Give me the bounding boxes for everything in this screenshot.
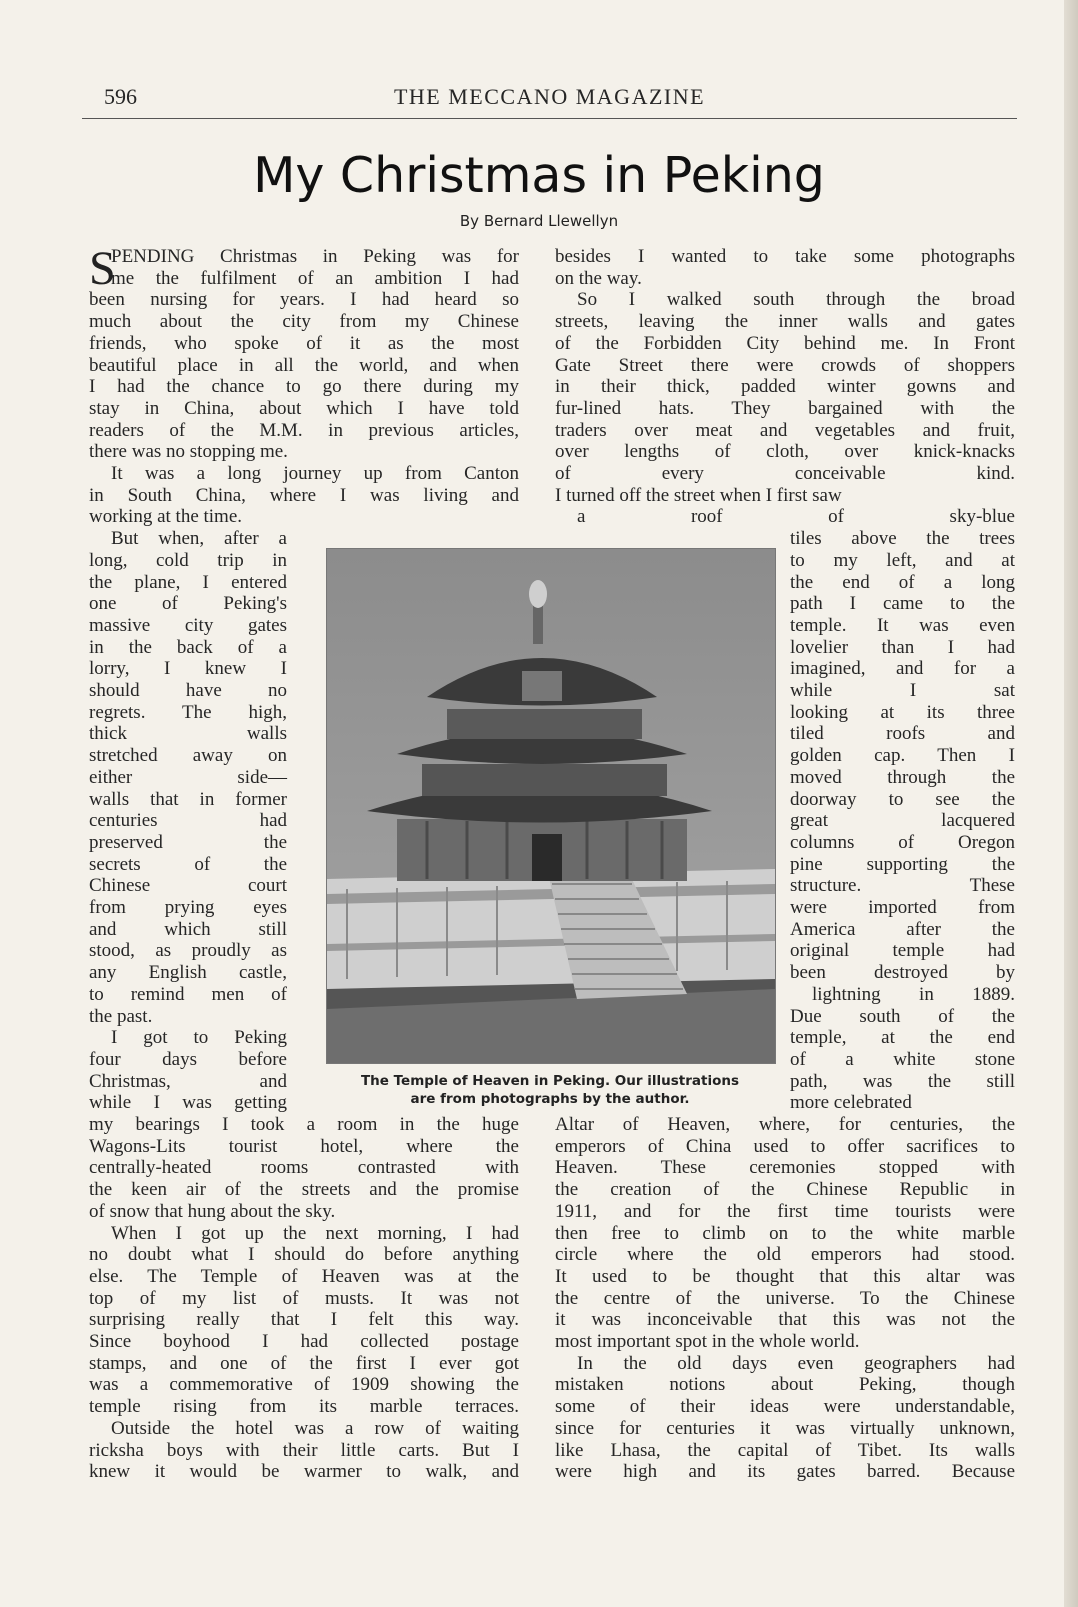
text-line: When I got up the next morning, I had [111, 1222, 519, 1244]
text-line: thick walls [89, 723, 287, 745]
text-line: Since boyhood I had collected postage [89, 1331, 519, 1352]
article-title: My Christmas in Peking [253, 147, 825, 204]
page-edge-shadow [1064, 0, 1078, 1607]
text-line: temple, at the end [790, 1027, 1015, 1049]
temple-photo [326, 548, 776, 1064]
text-line: temple rising from its marble terraces. [89, 1396, 519, 1418]
text-line: tiled roofs and [790, 723, 1015, 745]
text-line: centrally-heated rooms contrasted with [89, 1157, 519, 1179]
text-line: It was a long journey up from Canton [111, 463, 519, 484]
text-line: the plane, I entered [89, 571, 287, 593]
text-line: no doubt what I should do before anything [89, 1244, 519, 1266]
text-line: in South China, where I was living and [89, 484, 519, 506]
text-line: fur-lined hats. They bargained with the [555, 397, 1015, 419]
text-line: surprising really that I felt this way. [89, 1309, 519, 1331]
text-line: America after the [790, 918, 1015, 940]
text-line: But when, after a [111, 528, 287, 550]
text-line: in the back of a [89, 636, 287, 658]
text-line: of snow that hung about the sky. [89, 1200, 336, 1222]
text-line: Altar of Heaven, where, for centuries, the [555, 1114, 1015, 1135]
text-line: temple. It was even [790, 614, 1015, 636]
text-line: great lacquered [790, 810, 1015, 832]
text-line: the creation of the Chinese Republic in [555, 1179, 1015, 1201]
text-line: and which still [89, 918, 287, 940]
text-line: since for centuries it was virtually unknown, [555, 1417, 1015, 1439]
text-line: a roof of sky-blue [577, 506, 1015, 528]
text-line: to remind men of [89, 983, 287, 1005]
caption-line: The Temple of Heaven in Peking. Our illustrations [360, 1073, 740, 1089]
text-line: golden cap. Then I [790, 745, 1015, 767]
text-line: been nursing for years. I had heard so [89, 289, 519, 311]
article-byline: By Bernard Llewellyn [459, 212, 619, 230]
text-line: 1911, and for the first time tourists were [555, 1200, 1015, 1222]
text-line: regrets. The high, [89, 701, 287, 723]
text-line: stamps, and one of the first I ever got [89, 1352, 519, 1374]
text-line: path I came to the [790, 593, 1015, 615]
text-line: my bearings I took a room in the huge [89, 1114, 519, 1135]
text-line: working at the time. [89, 506, 243, 528]
text-line: Outside the hotel was a row of waiting [111, 1417, 519, 1439]
text-line: Heaven. These ceremonies stopped with [555, 1157, 1015, 1179]
text-line: it was inconceivable that this was not the [555, 1309, 1015, 1331]
text-line: pine supporting the [790, 853, 1015, 875]
text-line: path, was the still [790, 1070, 1015, 1092]
text-line: there was no stopping me. [89, 441, 288, 463]
page-number: 596 [104, 84, 137, 109]
text-line: were imported from [790, 897, 1015, 918]
text-line: imagined, and for a [790, 658, 1015, 680]
text-line: besides I wanted to take some photographs [555, 246, 1015, 267]
text-line: mistaken notions about Peking, though [555, 1374, 1015, 1396]
text-line: knew it would be warmer to walk, and [89, 1461, 519, 1483]
text-line: any English castle, [89, 962, 287, 984]
photo-caption [318, 1072, 782, 1108]
text-line: It used to be thought that this altar was [555, 1265, 1015, 1287]
text-line: stretched away on [89, 745, 287, 767]
text-line: Gate Street there were crowds of shoppers [555, 354, 1015, 376]
text-line: to my left, and at [790, 549, 1015, 571]
text-line: one of Peking's [89, 593, 287, 615]
text-line: from prying eyes [89, 897, 287, 918]
text-line: Due south of the [790, 1005, 1015, 1027]
text-line: been destroyed by [790, 962, 1015, 984]
text-line: circle where the old emperors had stood. [555, 1244, 1015, 1266]
text-line: either side— [89, 766, 287, 788]
text-line: were high and its gates barred. Because [555, 1461, 1015, 1483]
text-line: streets, leaving the inner walls and gates [555, 311, 1015, 333]
text-line: the centre of the universe. To the Chinese [555, 1287, 1015, 1309]
running-header [82, 84, 1017, 114]
text-line: Chinese court [89, 875, 287, 897]
text-line: while I was getting [89, 1092, 287, 1114]
header-rule [82, 118, 1017, 119]
text-line: more celebrated [790, 1092, 912, 1114]
text-line: four days before [89, 1048, 287, 1070]
text-line: long, cold trip in [89, 549, 287, 571]
text-line: ricksha boys with their little carts. But I [89, 1439, 519, 1461]
magazine-title: THE MECCANO MAGAZINE [393, 84, 706, 109]
text-line: me the fulfilment of an ambition I had [111, 267, 519, 289]
text-line: I got to Peking [111, 1027, 287, 1049]
temple-of-heaven-illustration [327, 549, 775, 1063]
text-line: readers of the M.M. in previous articles, [89, 419, 519, 441]
text-line: lorry, I knew I [89, 658, 287, 680]
text-line: Wagons-Lits tourist hotel, where the [89, 1135, 519, 1157]
text-line: doorway to see the [790, 788, 1015, 810]
text-line: on the way. [555, 267, 642, 289]
text-line: friends, who spoke of it as the most [89, 332, 519, 354]
text-line: moved through the [790, 766, 1015, 788]
text-line: of the Forbidden City behind me. In Front [555, 332, 1015, 354]
text-line: then free to climb on to the white marble [555, 1222, 1015, 1244]
text-line: top of my list of musts. It was not [89, 1287, 519, 1309]
text-line: tiles above the trees [790, 528, 1015, 550]
text-line: PENDING Christmas in Peking was for [111, 246, 519, 267]
text-line: columns of Oregon [790, 831, 1015, 853]
text-line: else. The Temple of Heaven was at the [89, 1265, 519, 1287]
text-line: the end of a long [790, 571, 1015, 593]
text-line: massive city gates [89, 614, 287, 636]
text-line: beautiful place in all the world, and when [89, 354, 519, 376]
text-line: emperors of China used to offer sacrifices to [555, 1135, 1015, 1157]
text-line: was a commemorative of 1909 showing the [89, 1374, 519, 1396]
text-line: while I sat [790, 680, 1015, 701]
text-line: stood, as proudly as [89, 940, 287, 962]
text-line: much about the city from my Chinese [89, 311, 519, 333]
text-line: should have no [89, 680, 287, 701]
text-line: walls that in former [89, 788, 287, 810]
text-line: of a white stone [790, 1048, 1015, 1070]
text-line: of every conceivable kind. [555, 463, 1015, 484]
text-line: original temple had [790, 940, 1015, 962]
drop-cap: S [89, 242, 116, 295]
caption-line: are from photographs by the author. [410, 1091, 690, 1107]
text-line: the past. [89, 1005, 153, 1027]
text-line: looking at its three [790, 701, 1015, 723]
text-line: preserved the [89, 831, 287, 853]
text-line: over lengths of cloth, over knick-knacks [555, 441, 1015, 463]
text-line: like Lhasa, the capital of Tibet. Its walls [555, 1439, 1015, 1461]
text-line: structure. These [790, 875, 1015, 897]
text-line: I turned off the street when I first saw [555, 484, 842, 506]
text-line: in their thick, padded winter gowns and [555, 376, 1015, 398]
text-line: centuries had [89, 810, 287, 832]
text-line: stay in China, about which I have told [89, 397, 519, 419]
text-line: the keen air of the streets and the promise [89, 1179, 519, 1201]
text-line: lovelier than I had [790, 636, 1015, 658]
text-line: most important spot in the whole world. [555, 1331, 860, 1352]
text-line: Christmas, and [89, 1070, 287, 1092]
text-line: In the old days even geographers had [577, 1352, 1015, 1374]
text-line: So I walked south through the broad [577, 289, 1015, 311]
text-line: secrets of the [89, 853, 287, 875]
text-line: some of their ideas were understandable, [555, 1396, 1015, 1418]
text-line: lightning in 1889. [812, 983, 1015, 1005]
text-line: I had the chance to go there during my [89, 376, 519, 398]
text-line: traders over meat and vegetables and fruit, [555, 419, 1015, 441]
